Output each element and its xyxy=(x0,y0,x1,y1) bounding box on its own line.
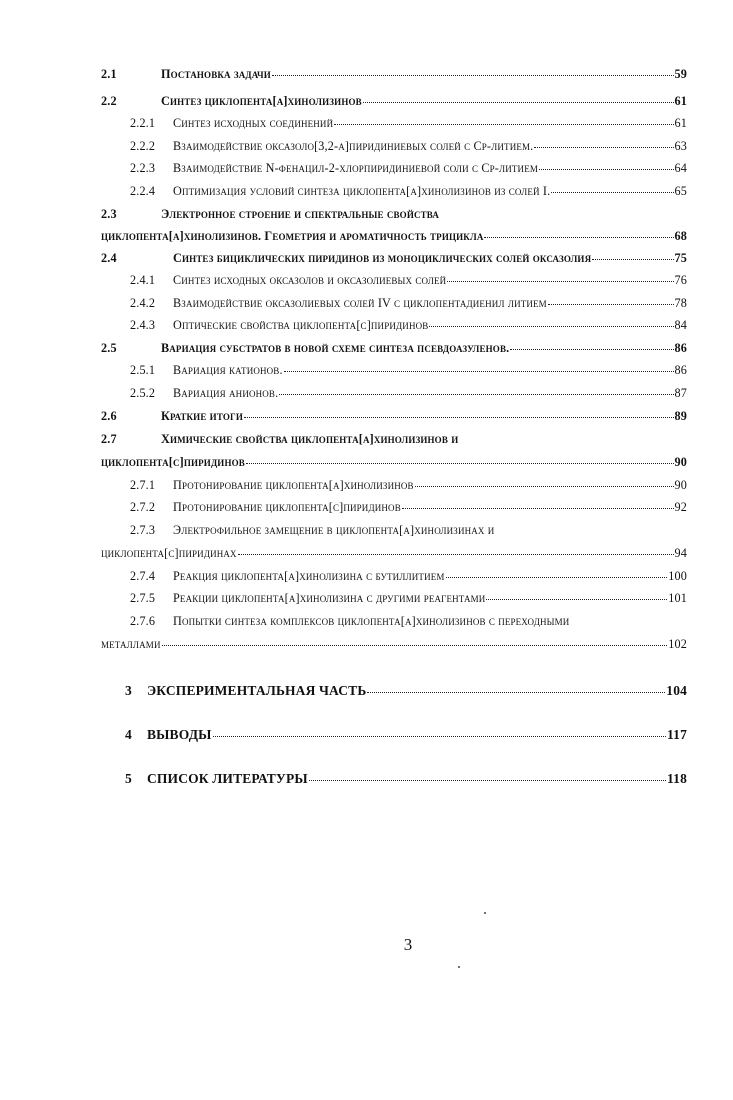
toc-entry xyxy=(130,569,687,589)
toc-entry-number: 2.6 xyxy=(101,409,117,423)
toc-entry-number: 2.7.4 xyxy=(130,569,156,583)
toc-entry-title: Оптические свойства циклопента[с]пиридинов xyxy=(173,318,429,332)
dot-leader xyxy=(246,462,674,464)
toc-entry-title: Электрофильное замещение в циклопента[а]хинолизинах и xyxy=(173,523,495,537)
toc-entry-title: циклопента[а]хинолизинов. Геометрия и ароматичность трицикла xyxy=(101,229,484,243)
toc-entry-number: 2.2.3 xyxy=(130,161,156,175)
toc-entry-number: 2.7 xyxy=(101,432,117,446)
dot-leader xyxy=(446,576,668,578)
dot-leader xyxy=(510,348,673,350)
toc-entry-page: 63 xyxy=(674,139,687,153)
toc-entry-title: Оптимизация условий синтеза циклопента[а]хинолизинов из солей I. xyxy=(173,184,551,198)
toc-entry-title: Взаимодействие оксазоло[3,2-а]пиридиниевых солей с Ср-литием. xyxy=(173,139,534,153)
toc-entry-page: 90 xyxy=(674,478,687,492)
toc-entry-title: Попытки синтеза комплексов циклопента[а]хинолизинов с переходными xyxy=(173,614,570,628)
toc-entry-page: 75 xyxy=(674,251,687,265)
toc-entry-title: Взаимодействие оксазолиевых солей IV с циклопентадиенил литием xyxy=(173,296,547,310)
toc-entry-number: 4 xyxy=(125,727,132,742)
toc-entry-title: металлами xyxy=(101,637,161,651)
toc-entry xyxy=(130,614,687,634)
toc-entry xyxy=(130,139,687,159)
toc-entry xyxy=(130,500,687,520)
dot-leader xyxy=(402,507,674,509)
dot-leader xyxy=(309,779,666,781)
toc-entry xyxy=(101,432,687,452)
dot-leader xyxy=(334,123,673,125)
toc-entry-title: Реакции циклопента[а]хинолизина с другими реагентами xyxy=(173,591,486,605)
toc-entry xyxy=(130,296,687,316)
toc-entry xyxy=(130,273,687,293)
toc-entry-page: 78 xyxy=(674,296,687,310)
toc-entry xyxy=(101,67,687,87)
dot-leader xyxy=(592,258,673,260)
scan-speck xyxy=(458,966,460,968)
toc-entry-title: Постановка задачи xyxy=(161,67,271,81)
toc-entry xyxy=(130,386,687,406)
toc-entry-title: ЭКСПЕРИМЕНТАЛЬНАЯ ЧАСТЬ xyxy=(147,683,367,698)
toc-entry-number: 2.7.3 xyxy=(130,523,156,537)
toc-entry-title: Вариация анионов. xyxy=(173,386,279,400)
dot-leader xyxy=(539,168,674,170)
dot-leader xyxy=(415,485,674,487)
toc-entry-number: 2.7.2 xyxy=(130,500,156,514)
toc-entry-page: 87 xyxy=(674,386,687,400)
toc-entry-number: 2.2.4 xyxy=(130,184,156,198)
dot-leader xyxy=(272,74,674,76)
toc-entry-page: 84 xyxy=(674,318,687,332)
dot-leader xyxy=(484,236,673,238)
toc-entry-page: 92 xyxy=(674,500,687,514)
toc-entry xyxy=(130,363,687,383)
toc-entry-title: Вариация катионов. xyxy=(173,363,283,377)
dot-leader xyxy=(486,598,667,600)
toc-entry xyxy=(130,116,687,136)
toc-entry-number: 2.1 xyxy=(101,67,117,81)
toc-entry xyxy=(101,251,687,271)
toc-entry-page: 61 xyxy=(674,94,687,108)
toc-entry-number: 2.7.6 xyxy=(130,614,156,628)
toc-entry-page: 64 xyxy=(674,161,687,175)
toc-entry-title: циклопента[с]пиридинов xyxy=(101,455,245,469)
toc-entry-page: 101 xyxy=(668,591,687,605)
toc-entry-number: 2.2 xyxy=(101,94,117,108)
toc-entry-title: циклопента[с]пиридинах xyxy=(101,546,237,560)
dot-leader xyxy=(363,101,674,103)
toc-entry-title: Взаимодействие N-фенацил-2-хлорпиридиниевой соли с Ср-литием xyxy=(173,161,538,175)
toc-entry xyxy=(101,207,687,227)
toc-entry-number: 2.5.1 xyxy=(130,363,156,377)
toc-entry-number: 5 xyxy=(125,771,132,786)
toc-entry xyxy=(125,683,687,703)
toc-entry xyxy=(125,727,687,747)
toc-entry xyxy=(130,523,687,543)
toc-entry-title: Вариация субстратов в новой схеме синтеза псевдоазуленов. xyxy=(161,341,510,355)
toc-entry-number: 2.4.1 xyxy=(130,273,156,287)
dot-leader xyxy=(279,393,673,395)
toc-entry xyxy=(101,94,687,114)
dot-leader xyxy=(162,644,668,646)
toc-entry-page: 61 xyxy=(674,116,687,130)
toc-entry-page: 59 xyxy=(674,67,687,81)
toc-entry-title: Электронное строение и спектральные свойства xyxy=(161,207,440,221)
dot-leader xyxy=(447,280,673,282)
toc-entry-page: 102 xyxy=(668,637,687,651)
toc-entry-number: 2.4.2 xyxy=(130,296,156,310)
toc-entry xyxy=(101,341,687,361)
toc-entry-page: 118 xyxy=(667,771,687,786)
dot-leader xyxy=(238,553,674,555)
dot-leader xyxy=(548,303,674,305)
toc-entry-page: 104 xyxy=(666,683,687,698)
toc-entry-title: Синтез бициклических пиридинов из моноциклических солей оксазолия xyxy=(173,251,592,265)
toc-entry-page: 100 xyxy=(668,569,687,583)
toc-entry-number: 2.2.1 xyxy=(130,116,156,130)
toc-entry-page: 86 xyxy=(674,363,687,377)
dot-leader xyxy=(213,735,666,737)
page-number: 3 xyxy=(403,935,413,954)
toc-entry-page: 117 xyxy=(667,727,687,742)
toc-entry-page: 86 xyxy=(674,341,687,355)
dot-leader xyxy=(534,146,673,148)
toc-entry-title: ВЫВОДЫ xyxy=(147,727,212,742)
toc-entry-page: 65 xyxy=(674,184,687,198)
dot-leader xyxy=(284,370,674,372)
toc-entry-number: 2.2.2 xyxy=(130,139,156,153)
toc-entry xyxy=(125,771,687,791)
toc-entry xyxy=(101,637,687,657)
toc-entry-title: Протонирование циклопента[с]пиридинов xyxy=(173,500,401,514)
toc-entry-number: 2.5 xyxy=(101,341,117,355)
toc-entry-page: 94 xyxy=(674,546,687,560)
toc-entry-page: 90 xyxy=(674,455,687,469)
toc-entry-number: 2.7.5 xyxy=(130,591,156,605)
toc-entry xyxy=(130,478,687,498)
toc-entry-number: 2.3 xyxy=(101,207,117,221)
toc-entry-number: 2.4 xyxy=(101,251,117,265)
toc-entry-page: 68 xyxy=(674,229,687,243)
toc-entry-title: Синтез циклопента[а]хинолизинов xyxy=(161,94,362,108)
toc-entry xyxy=(101,455,687,475)
toc-entry-page: 89 xyxy=(674,409,687,423)
toc-entry xyxy=(130,184,687,204)
toc-entry-title: Синтез исходных оксазолов и оксазолиевых солей xyxy=(173,273,447,287)
toc-entry xyxy=(101,546,687,566)
toc-entry xyxy=(101,229,687,249)
dot-leader xyxy=(429,325,673,327)
toc-entry-number: 3 xyxy=(125,683,132,698)
dot-leader xyxy=(367,691,665,693)
scan-speck xyxy=(484,912,486,914)
toc-entry-title: Реакция циклопента[а]хинолизина с бутиллитием xyxy=(173,569,445,583)
toc-entry-title: Протонирование циклопента[а]хинолизинов xyxy=(173,478,414,492)
toc-entry-number: 2.5.2 xyxy=(130,386,156,400)
toc-entry-title: Синтез исходных соединений xyxy=(173,116,334,130)
toc-entry-number: 2.4.3 xyxy=(130,318,156,332)
toc-entry-title: Краткие итоги xyxy=(161,409,244,423)
toc-entry xyxy=(130,318,687,338)
toc-entry-title: Химические свойства циклопента[а]хинолизинов и xyxy=(161,432,459,446)
dot-leader xyxy=(244,416,673,418)
toc-entry xyxy=(130,591,687,611)
toc-entry xyxy=(130,161,687,181)
dot-leader xyxy=(551,191,673,193)
toc-entry-page: 76 xyxy=(674,273,687,287)
toc-entry xyxy=(101,409,687,429)
toc-entry-title: СПИСОК ЛИТЕРАТУРЫ xyxy=(147,771,308,786)
toc-entry-number: 2.7.1 xyxy=(130,478,156,492)
